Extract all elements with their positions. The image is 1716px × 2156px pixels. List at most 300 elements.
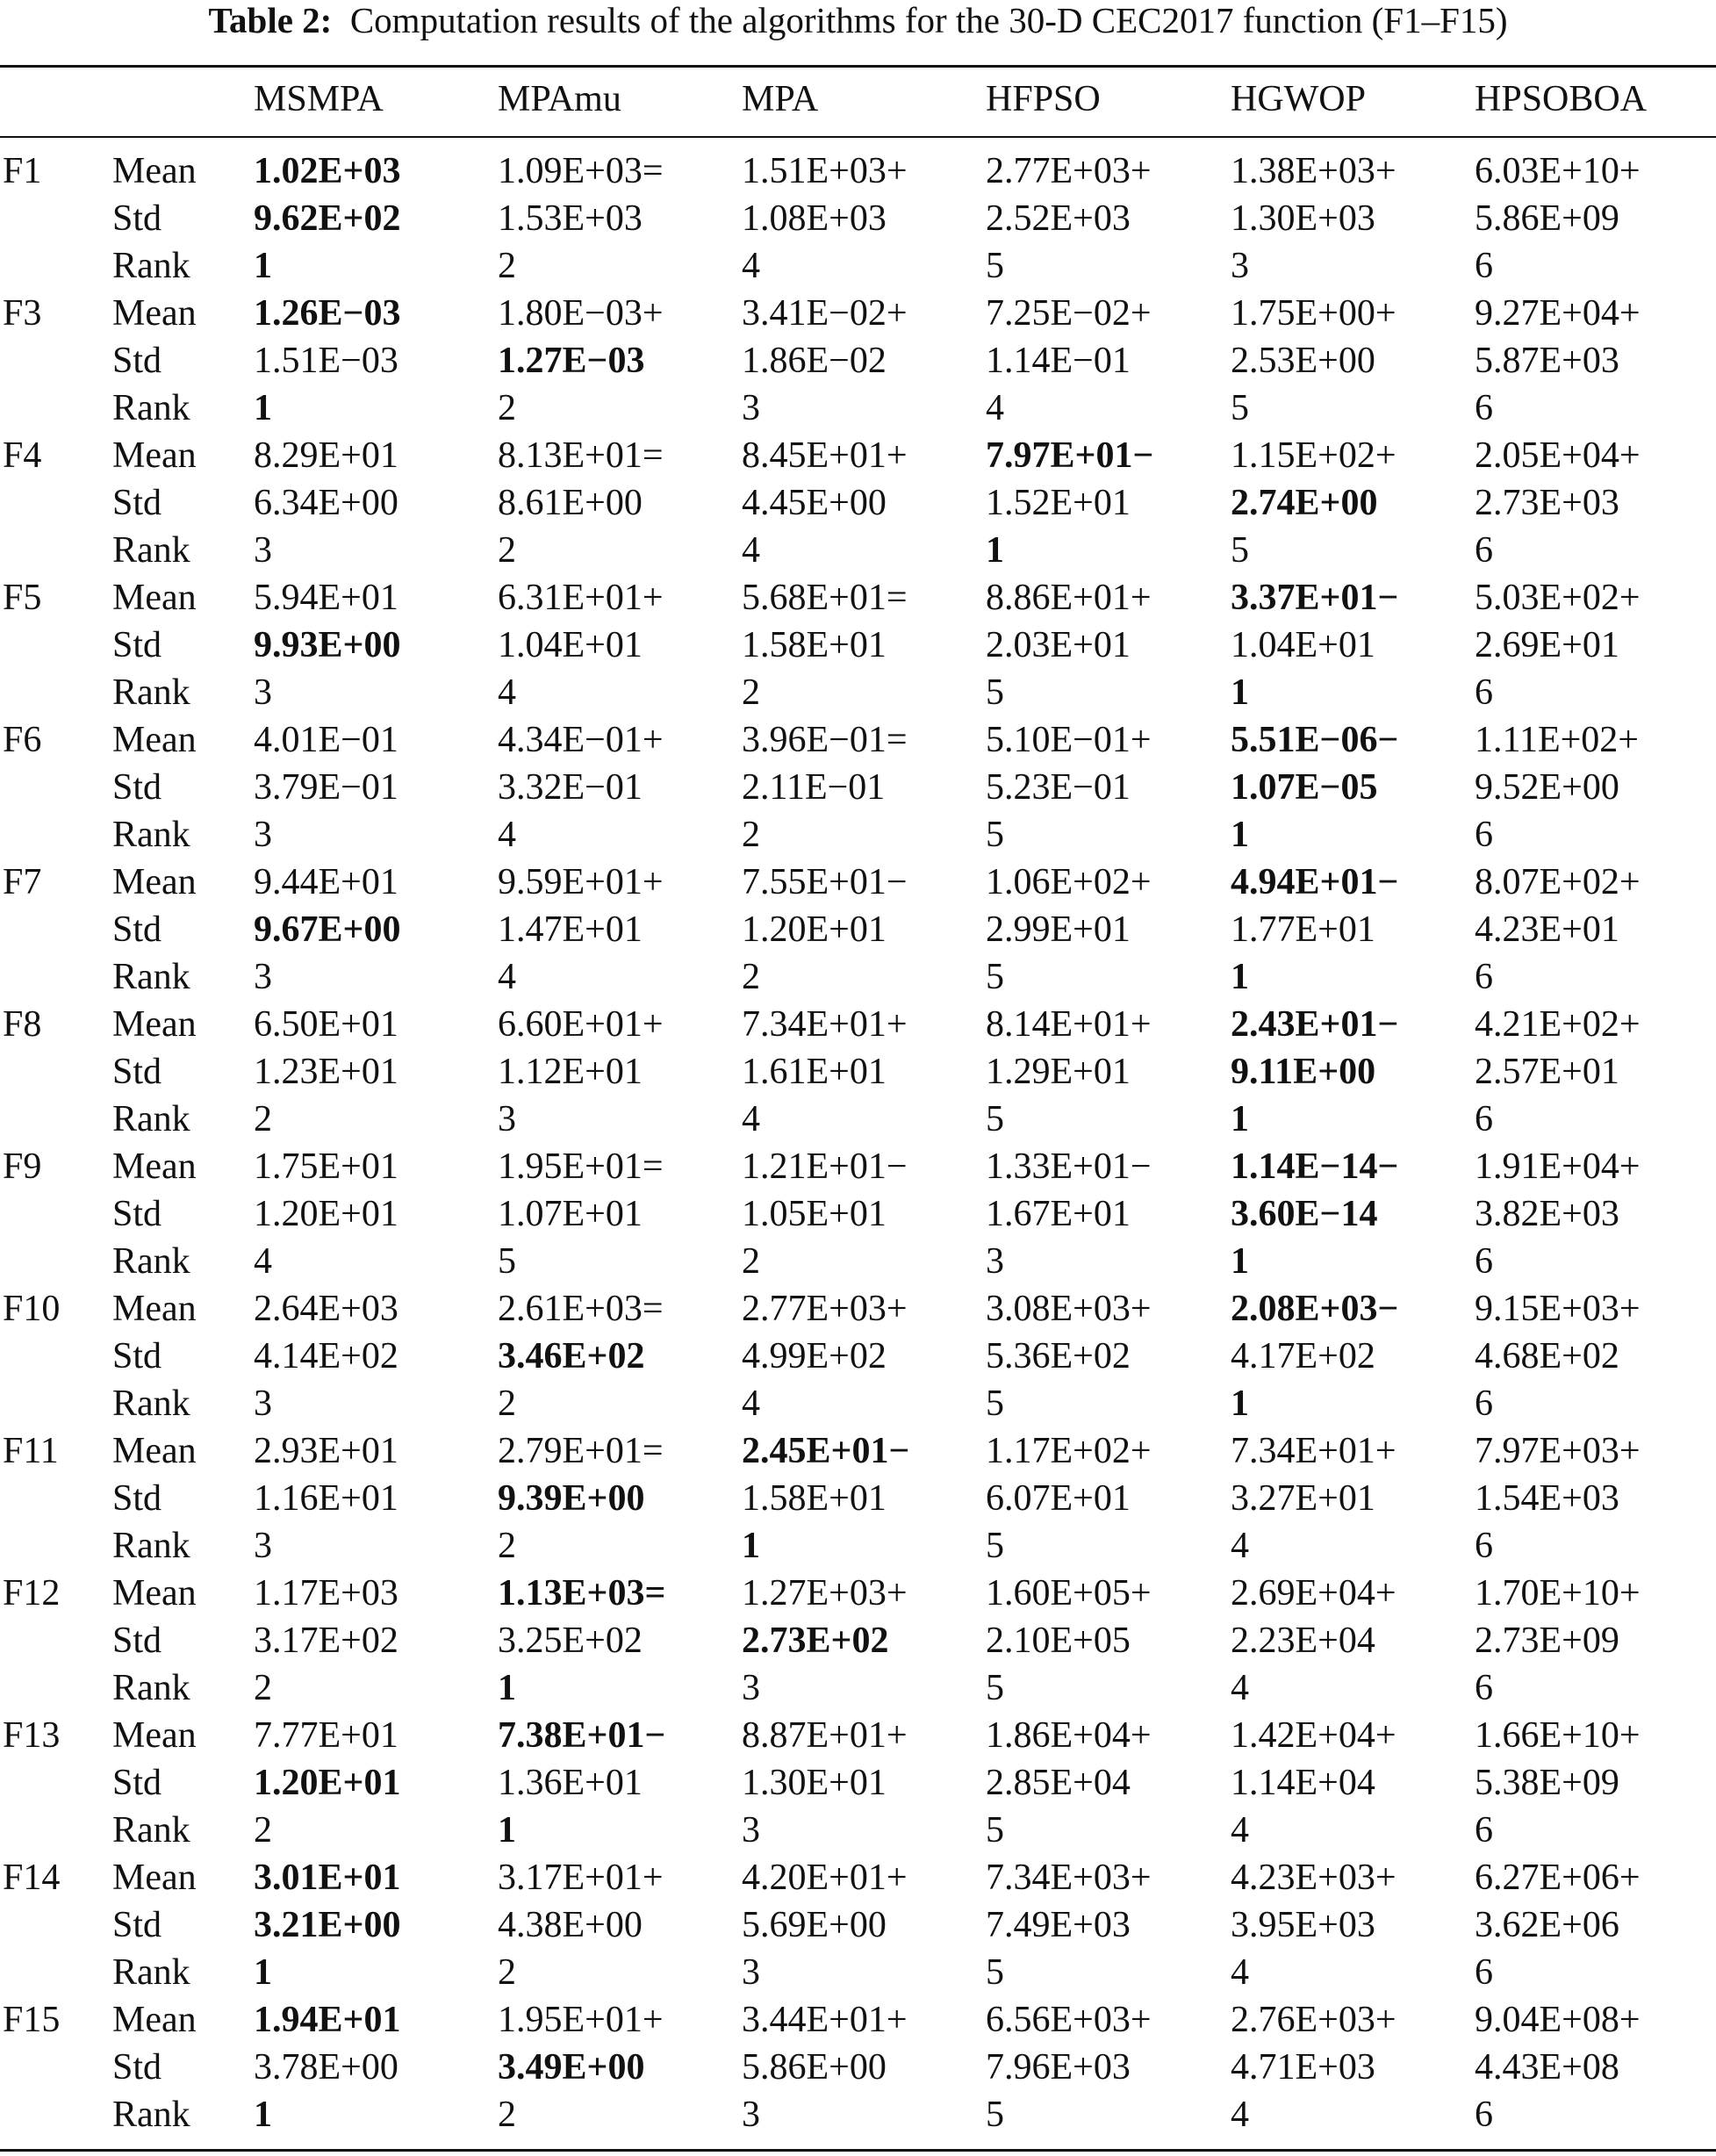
stat-label-mean: Mean [112, 1858, 197, 1898]
value-cell: 7.96E+03 [986, 2047, 1131, 2088]
column-header-hpsoboa: HPSOBOA [1475, 79, 1648, 119]
value-cell: 1.60E+05+ [986, 1573, 1152, 1613]
stat-label-std: Std [112, 1763, 162, 1803]
table-row [0, 290, 1716, 337]
value-cell: 4.14E+02 [254, 1336, 398, 1376]
value-cell: 5.38E+09 [1475, 1763, 1619, 1803]
value-cell: 1.36E+01 [498, 1763, 643, 1803]
function-label: F8 [3, 1004, 42, 1045]
value-cell: 6.07E+01 [986, 1478, 1131, 1519]
function-label: F15 [3, 2000, 61, 2040]
value-cell: 3.25E+02 [498, 1621, 643, 1661]
table-row [0, 764, 1716, 811]
value-cell: 9.93E+00 [254, 625, 401, 665]
value-cell: 2.05E+04+ [1475, 435, 1641, 476]
stat-label-std: Std [112, 483, 162, 523]
bottom-rule [0, 2149, 1716, 2152]
value-cell: 4.23E+01 [1475, 909, 1619, 950]
value-cell: 1.51E−03 [254, 341, 398, 381]
value-cell: 1 [986, 530, 1004, 571]
value-cell: 1.17E+03 [254, 1573, 398, 1613]
table-row [0, 2091, 1716, 2138]
stat-label-mean: Mean [112, 2000, 197, 2040]
value-cell: 1.14E−14− [1231, 1146, 1399, 1187]
column-header-mpa: MPA [742, 79, 819, 119]
table-row [0, 1143, 1716, 1190]
function-label: F6 [3, 720, 42, 760]
table-row [0, 147, 1716, 195]
stat-label-std: Std [112, 1905, 162, 1945]
table-row [0, 1238, 1716, 1285]
value-cell: 5.03E+02+ [1475, 578, 1641, 618]
function-label: F11 [3, 1431, 59, 1471]
stat-label-mean: Mean [112, 1431, 197, 1471]
stat-label-rank: Rank [112, 1952, 190, 1993]
value-cell: 6.34E+00 [254, 483, 398, 523]
value-cell: 6 [1475, 246, 1493, 286]
value-cell: 3.62E+06 [1475, 1905, 1619, 1945]
stat-label-mean: Mean [112, 1573, 197, 1613]
table-row [0, 1617, 1716, 1664]
value-cell: 6.50E+01 [254, 1004, 398, 1045]
top-rule [0, 65, 1716, 68]
stat-label-rank: Rank [112, 246, 190, 286]
value-cell: 6 [1475, 1383, 1493, 1424]
value-cell: 1.27E+03+ [742, 1573, 908, 1613]
value-cell: 4.20E+01+ [742, 1858, 908, 1898]
table-row [0, 1333, 1716, 1380]
value-cell: 3.78E+00 [254, 2047, 398, 2088]
value-cell: 1.86E+04+ [986, 1715, 1152, 1756]
value-cell: 1 [1231, 957, 1249, 997]
value-cell: 5.36E+02 [986, 1336, 1131, 1376]
value-cell: 3 [254, 1383, 272, 1424]
value-cell: 8.07E+02+ [1475, 862, 1641, 902]
value-cell: 3 [742, 388, 760, 428]
value-cell: 2.74E+00 [1231, 483, 1378, 523]
value-cell: 1 [254, 1952, 272, 1993]
value-cell: 6.31E+01+ [498, 578, 664, 618]
stat-label-mean: Mean [112, 1289, 197, 1329]
table-row [0, 1427, 1716, 1475]
stat-label-rank: Rank [112, 1526, 190, 1566]
table-row [0, 384, 1716, 432]
value-cell: 1.38E+03+ [1231, 151, 1396, 191]
stat-label-rank: Rank [112, 1383, 190, 1424]
stat-label-rank: Rank [112, 1099, 190, 1139]
value-cell: 5 [986, 1099, 1004, 1139]
value-cell: 4 [1231, 1952, 1249, 1993]
value-cell: 1.04E+01 [498, 625, 643, 665]
value-cell: 9.39E+00 [498, 1478, 645, 1519]
value-cell: 1.66E+10+ [1475, 1715, 1641, 1756]
value-cell: 2.08E+03− [1231, 1289, 1399, 1329]
value-cell: 6 [1475, 530, 1493, 571]
value-cell: 3 [742, 1668, 760, 1708]
table-row [0, 811, 1716, 859]
function-label: F4 [3, 435, 42, 476]
value-cell: 4 [986, 388, 1004, 428]
stat-label-mean: Mean [112, 862, 197, 902]
value-cell: 6 [1475, 1952, 1493, 1993]
value-cell: 7.34E+03+ [986, 1858, 1152, 1898]
stat-label-rank: Rank [112, 388, 190, 428]
function-label: F12 [3, 1573, 61, 1613]
value-cell: 1.20E+01 [742, 909, 887, 950]
table-row [0, 622, 1716, 669]
value-cell: 5.87E+03 [1475, 341, 1619, 381]
value-cell: 3 [986, 1241, 1004, 1282]
value-cell: 9.11E+00 [1231, 1052, 1376, 1092]
value-cell: 2.11E−01 [742, 767, 886, 808]
value-cell: 4.99E+02 [742, 1336, 887, 1376]
value-cell: 6.03E+10+ [1475, 151, 1641, 191]
value-cell: 3 [254, 957, 272, 997]
value-cell: 3.17E+02 [254, 1621, 398, 1661]
function-label: F14 [3, 1858, 61, 1898]
value-cell: 1.58E+01 [742, 625, 887, 665]
value-cell: 2 [498, 388, 516, 428]
value-cell: 9.59E+01+ [498, 862, 664, 902]
column-header-hfpso: HFPSO [986, 79, 1101, 119]
value-cell: 4.94E+01− [1231, 862, 1399, 902]
value-cell: 1.80E−03+ [498, 293, 664, 334]
value-cell: 4 [254, 1241, 272, 1282]
value-cell: 2 [498, 246, 516, 286]
value-cell: 1.94E+01 [254, 2000, 401, 2040]
value-cell: 7.97E+03+ [1475, 1431, 1641, 1471]
value-cell: 6 [1475, 388, 1493, 428]
stat-label-rank: Rank [112, 1241, 190, 1282]
table-row [0, 1380, 1716, 1427]
value-cell: 7.34E+01+ [1231, 1431, 1396, 1471]
column-header-mpamu: MPAmu [498, 79, 621, 119]
value-cell: 5 [986, 957, 1004, 997]
value-cell: 4 [742, 1383, 760, 1424]
value-cell: 5 [986, 1810, 1004, 1851]
value-cell: 2.73E+03 [1475, 483, 1619, 523]
value-cell: 5 [498, 1241, 516, 1282]
stat-label-std: Std [112, 1336, 162, 1376]
value-cell: 5 [986, 815, 1004, 855]
value-cell: 2.99E+01 [986, 909, 1131, 950]
stat-label-rank: Rank [112, 2095, 190, 2135]
value-cell: 1.20E+01 [254, 1763, 401, 1803]
value-cell: 1 [1231, 1241, 1249, 1282]
value-cell: 1.91E+04+ [1475, 1146, 1641, 1187]
value-cell: 2 [742, 815, 760, 855]
value-cell: 3.82E+03 [1475, 1194, 1619, 1234]
value-cell: 3.21E+00 [254, 1905, 401, 1945]
value-cell: 1 [1231, 672, 1249, 713]
value-cell: 2 [742, 957, 760, 997]
value-cell: 2.45E+01− [742, 1431, 910, 1471]
stat-label-mean: Mean [112, 720, 197, 760]
column-header-hgwop: HGWOP [1231, 79, 1366, 119]
stat-label-mean: Mean [112, 578, 197, 618]
value-cell: 1.04E+01 [1231, 625, 1375, 665]
value-cell: 1.09E+03= [498, 151, 664, 191]
value-cell: 9.52E+00 [1475, 767, 1619, 808]
value-cell: 2 [498, 530, 516, 571]
value-cell: 1.06E+02+ [986, 862, 1152, 902]
value-cell: 2.23E+04 [1231, 1621, 1375, 1661]
table-row [0, 1901, 1716, 1949]
value-cell: 5 [986, 1952, 1004, 1993]
value-cell: 3 [254, 1526, 272, 1566]
value-cell: 3.41E−02+ [742, 293, 908, 334]
stat-label-mean: Mean [112, 1004, 197, 1045]
value-cell: 1.52E+01 [986, 483, 1131, 523]
column-header-msmpa: MSMPA [254, 79, 384, 119]
value-cell: 8.29E+01 [254, 435, 398, 476]
value-cell: 3.44E+01+ [742, 2000, 908, 2040]
value-cell: 3 [254, 815, 272, 855]
value-cell: 5.94E+01 [254, 578, 398, 618]
value-cell: 1.70E+10+ [1475, 1573, 1641, 1613]
value-cell: 1.16E+01 [254, 1478, 398, 1519]
value-cell: 1.75E+00+ [1231, 293, 1396, 334]
value-cell: 1.27E−03 [498, 341, 645, 381]
value-cell: 5 [986, 246, 1004, 286]
table-row [0, 1712, 1716, 1759]
function-label: F1 [3, 151, 42, 191]
value-cell: 1.30E+03 [1231, 198, 1375, 239]
stat-label-mean: Mean [112, 151, 197, 191]
table-row [0, 906, 1716, 953]
stat-label-rank: Rank [112, 1668, 190, 1708]
value-cell: 2 [254, 1099, 272, 1139]
value-cell: 1.21E+01− [742, 1146, 908, 1187]
value-cell: 5.69E+00 [742, 1905, 887, 1945]
value-cell: 3.79E−01 [254, 767, 398, 808]
value-cell: 4 [742, 246, 760, 286]
value-cell: 5.23E−01 [986, 767, 1131, 808]
value-cell: 5 [1231, 530, 1249, 571]
value-cell: 3.08E+03+ [986, 1289, 1152, 1329]
value-cell: 3.01E+01 [254, 1858, 401, 1898]
table-row [0, 1949, 1716, 1996]
table-row [0, 527, 1716, 574]
value-cell: 4.34E−01+ [498, 720, 664, 760]
value-cell: 1.14E−01 [986, 341, 1131, 381]
value-cell: 1 [498, 1810, 516, 1851]
value-cell: 4.17E+02 [1231, 1336, 1375, 1376]
value-cell: 3 [742, 1810, 760, 1851]
value-cell: 2 [498, 1952, 516, 1993]
value-cell: 6 [1475, 1668, 1493, 1708]
caption-text: Computation results of the algorithms for the 30-D CEC2017 function (F1–F15) [349, 0, 1508, 40]
value-cell: 2.52E+03 [986, 198, 1131, 239]
value-cell: 2 [254, 1668, 272, 1708]
value-cell: 5.86E+00 [742, 2047, 887, 2088]
table-row [0, 432, 1716, 479]
caption-label: Table 2: [208, 0, 333, 40]
stat-label-std: Std [112, 1194, 162, 1234]
value-cell: 4 [1231, 2095, 1249, 2135]
stat-label-std: Std [112, 767, 162, 808]
value-cell: 9.67E+00 [254, 909, 401, 950]
value-cell: 5 [986, 1668, 1004, 1708]
value-cell: 9.04E+08+ [1475, 2000, 1641, 2040]
table-row [0, 242, 1716, 290]
table-row [0, 479, 1716, 527]
value-cell: 1.51E+03+ [742, 151, 908, 191]
table-row [0, 1807, 1716, 1854]
value-cell: 3.27E+01 [1231, 1478, 1375, 1519]
stat-label-std: Std [112, 1478, 162, 1519]
value-cell: 1 [742, 1526, 760, 1566]
table-row [0, 1759, 1716, 1807]
value-cell: 1.47E+01 [498, 909, 643, 950]
table-row [0, 195, 1716, 242]
value-cell: 5.10E−01+ [986, 720, 1152, 760]
value-cell: 3.95E+03 [1231, 1905, 1375, 1945]
value-cell: 9.15E+03+ [1475, 1289, 1641, 1329]
value-cell: 4 [498, 815, 516, 855]
stat-label-mean: Mean [112, 293, 197, 334]
function-label: F3 [3, 293, 42, 334]
stat-label-std: Std [112, 1052, 162, 1092]
table-row [0, 574, 1716, 622]
value-cell: 8.87E+01+ [742, 1715, 908, 1756]
value-cell: 5 [986, 2095, 1004, 2135]
value-cell: 8.14E+01+ [986, 1004, 1152, 1045]
value-cell: 1.95E+01= [498, 1146, 664, 1187]
value-cell: 6.60E+01+ [498, 1004, 664, 1045]
function-label: F10 [3, 1289, 61, 1329]
value-cell: 3 [1231, 246, 1249, 286]
value-cell: 7.55E+01− [742, 862, 908, 902]
value-cell: 3 [254, 530, 272, 571]
table-row [0, 2044, 1716, 2091]
value-cell: 1.67E+01 [986, 1194, 1131, 1234]
value-cell: 1 [1231, 1099, 1249, 1139]
value-cell: 4 [1231, 1810, 1249, 1851]
value-cell: 3.49E+00 [498, 2047, 645, 2088]
value-cell: 8.61E+00 [498, 483, 643, 523]
table-row [0, 1001, 1716, 1048]
stat-label-rank: Rank [112, 530, 190, 571]
value-cell: 1.07E+01 [498, 1194, 643, 1234]
value-cell: 2.57E+01 [1475, 1052, 1619, 1092]
value-cell: 9.27E+04+ [1475, 293, 1641, 334]
stat-label-std: Std [112, 198, 162, 239]
stat-label-std: Std [112, 909, 162, 950]
value-cell: 3.32E−01 [498, 767, 643, 808]
value-cell: 4 [742, 530, 760, 571]
value-cell: 1 [254, 246, 272, 286]
value-cell: 2.77E+03+ [986, 151, 1152, 191]
value-cell: 8.86E+01+ [986, 578, 1152, 618]
value-cell: 1.05E+01 [742, 1194, 887, 1234]
table-row [0, 953, 1716, 1001]
value-cell: 9.62E+02 [254, 198, 401, 239]
value-cell: 3.96E−01= [742, 720, 908, 760]
value-cell: 3.37E+01− [1231, 578, 1399, 618]
table-row [0, 1570, 1716, 1617]
value-cell: 2.69E+01 [1475, 625, 1619, 665]
value-cell: 2.79E+01= [498, 1431, 664, 1471]
value-cell: 6 [1475, 815, 1493, 855]
value-cell: 6 [1475, 1099, 1493, 1139]
value-cell: 2.43E+01− [1231, 1004, 1399, 1045]
value-cell: 1.11E+02+ [1475, 720, 1639, 760]
value-cell: 5.51E−06− [1231, 720, 1399, 760]
value-cell: 3.46E+02 [498, 1336, 645, 1376]
value-cell: 1 [254, 388, 272, 428]
function-label: F9 [3, 1146, 42, 1187]
header-rule [0, 136, 1716, 138]
value-cell: 2.77E+03+ [742, 1289, 908, 1329]
stat-label-std: Std [112, 2047, 162, 2088]
value-cell: 4 [498, 957, 516, 997]
stat-label-std: Std [112, 341, 162, 381]
value-cell: 4.21E+02+ [1475, 1004, 1641, 1045]
value-cell: 1.15E+02+ [1231, 435, 1396, 476]
stat-label-rank: Rank [112, 957, 190, 997]
value-cell: 1.54E+03 [1475, 1478, 1619, 1519]
value-cell: 1.42E+04+ [1231, 1715, 1396, 1756]
table-row [0, 1475, 1716, 1522]
value-cell: 4.01E−01 [254, 720, 398, 760]
table-header [0, 75, 1716, 124]
value-cell: 4.68E+02 [1475, 1336, 1619, 1376]
table-row [0, 337, 1716, 384]
value-cell: 6 [1475, 672, 1493, 713]
value-cell: 4 [498, 672, 516, 713]
value-cell: 1.20E+01 [254, 1194, 398, 1234]
value-cell: 7.38E+01− [498, 1715, 666, 1756]
value-cell: 1.23E+01 [254, 1052, 398, 1092]
value-cell: 4 [1231, 1526, 1249, 1566]
value-cell: 2.61E+03= [498, 1289, 664, 1329]
table-row [0, 1285, 1716, 1333]
value-cell: 6 [1475, 957, 1493, 997]
value-cell: 1.14E+04 [1231, 1763, 1375, 1803]
table-row [0, 669, 1716, 716]
value-cell: 5 [1231, 388, 1249, 428]
function-label: F13 [3, 1715, 61, 1756]
value-cell: 6 [1475, 1241, 1493, 1282]
stat-label-rank: Rank [112, 1810, 190, 1851]
value-cell: 4.45E+00 [742, 483, 887, 523]
value-cell: 3 [742, 1952, 760, 1993]
value-cell: 1.30E+01 [742, 1763, 887, 1803]
table-row [0, 716, 1716, 764]
value-cell: 5 [986, 672, 1004, 713]
value-cell: 1.12E+01 [498, 1052, 643, 1092]
value-cell: 1.53E+03 [498, 198, 643, 239]
table-row [0, 1664, 1716, 1712]
value-cell: 4.71E+03 [1231, 2047, 1375, 2088]
value-cell: 6 [1475, 2095, 1493, 2135]
value-cell: 3.17E+01+ [498, 1858, 664, 1898]
value-cell: 7.97E+01− [986, 435, 1154, 476]
table-row [0, 1522, 1716, 1570]
value-cell: 5 [986, 1526, 1004, 1566]
value-cell: 4.43E+08 [1475, 2047, 1619, 2088]
value-cell: 1 [1231, 815, 1249, 855]
value-cell: 2.93E+01 [254, 1431, 398, 1471]
table-row [0, 859, 1716, 906]
value-cell: 1.08E+03 [742, 198, 887, 239]
value-cell: 1.26E−03 [254, 293, 401, 334]
value-cell: 4 [742, 1099, 760, 1139]
value-cell: 8.45E+01+ [742, 435, 908, 476]
value-cell: 1.07E−05 [1231, 767, 1378, 808]
value-cell: 1.17E+02+ [986, 1431, 1152, 1471]
